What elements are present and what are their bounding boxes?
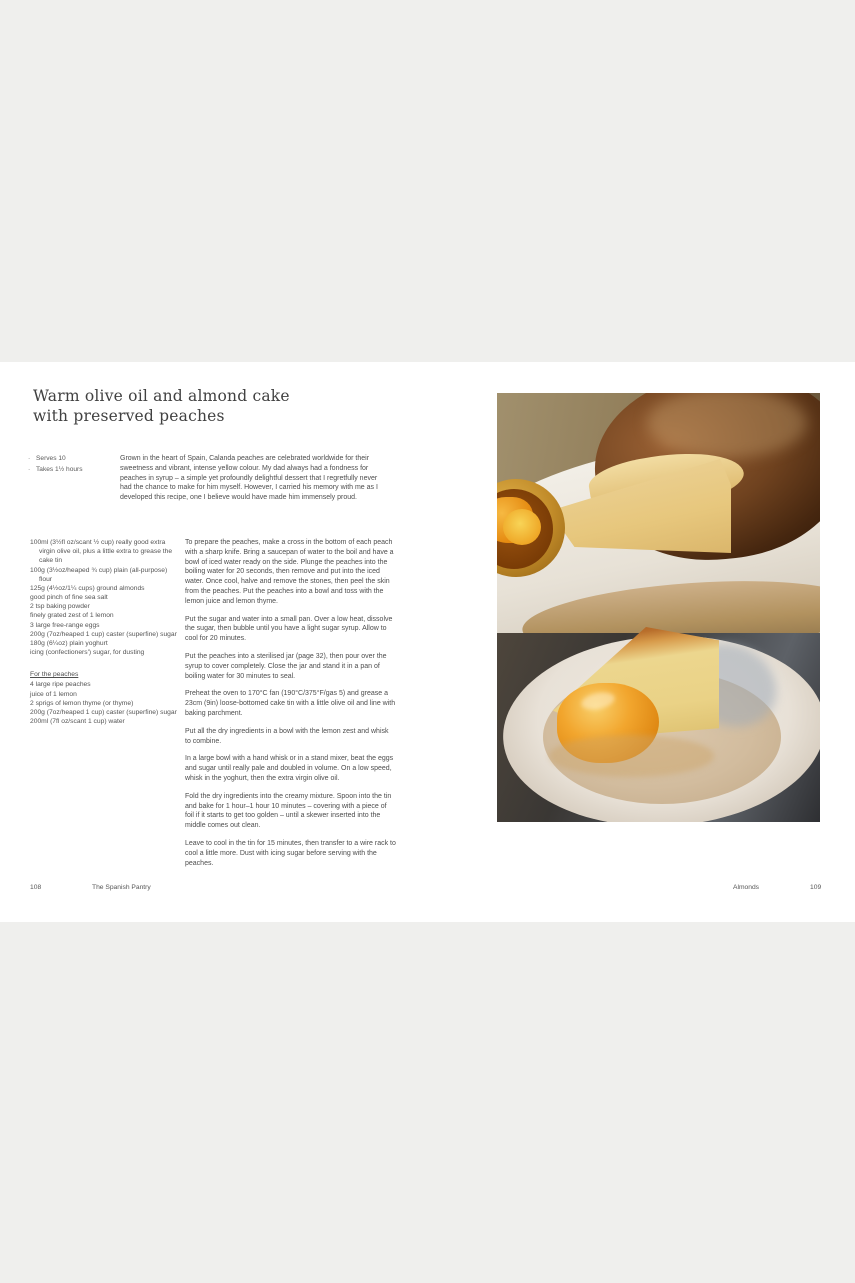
ingredient-item: icing (confectioners') sugar, for dusting — [30, 649, 145, 657]
ingredient-item: good pinch of fine sea salt — [30, 594, 108, 602]
ingredients-peaches-list — [30, 680, 182, 726]
recipe-meta-list — [28, 454, 83, 475]
ingredient-item: 200ml (7fl oz/scant 1 cup) water — [30, 718, 125, 726]
ingredient-item: 100ml (3½fl oz/scant ½ cup) really good extra virgin olive oil, plus a little extra to grease the cake tin — [30, 539, 173, 565]
food-photo — [497, 393, 820, 822]
ingredient-item: 200g (7oz/heaped 1 cup) caster (superfine) sugar — [30, 708, 177, 716]
ingredient-item: juice of 1 lemon — [30, 690, 77, 698]
recipe-title — [33, 386, 290, 427]
method-paragraph: Leave to cool in the tin for 15 minutes, then transfer to a wire rack to cool a little more. Dust with icing sugar before serving with the peaches. — [185, 839, 396, 867]
method-paragraph: Put the sugar and water into a small pan. Over a low heat, dissolve the sugar, then bubble until you have a light sugar syrup. Allow to cool for 20 minutes. — [185, 615, 393, 643]
method-paragraph: Preheat the oven to 170°C fan (190°C/375°F/gas 5) and grease a 23cm (9in) loose-bottomed cake tin with a little olive oil and line with baking parchment. — [185, 690, 396, 717]
method-paragraph: Put all the dry ingredients in a bowl with the lemon zest and whisk to combine. — [185, 727, 389, 745]
ingredient-item: 200g (7oz/heaped 1 cup) caster (superfine) sugar — [30, 630, 177, 638]
method-paragraph: In a large bowl with a hand whisk or in a stand mixer, beat the eggs and sugar until really pale and doubled in volume. On a low speed, whisk in the yoghurt, then the extra virgin olive oil. — [185, 755, 394, 782]
method-paragraph: Fold the dry ingredients into the creamy mixture. Spoon into the tin and bake for 1 hour–1 hour 10 minutes – covering with a piece of foil if it starts to get too golden – until a skewer inserted into the middle comes out clean. — [185, 792, 392, 830]
ingredient-item: 2 tsp baking powder — [30, 603, 90, 611]
recipe-intro: Grown in the heart of Spain, Calanda peaches are celebrated worldwide for their sweetness and vibrant, intense yellow colour. My dad always had a fondness for peaches in syrup – a simple yet profoundly delightful dessert that I regretfully never had the chance to make for him myself. However, I carried his memory with me as I developed this recipe, one I believe would have made him immensely proud. — [120, 455, 378, 502]
page-number-right: 109 — [810, 884, 822, 891]
peaches-subheading: For the peaches — [30, 671, 79, 679]
ingredient-item: 125g (4½oz/1¼ cups) ground almonds — [30, 584, 145, 592]
ingredient-item: 3 large free-range eggs — [30, 621, 100, 629]
recipe-meta-item: · Serves 10 — [28, 454, 83, 465]
ingredient-item: 100g (3½oz/heaped ¾ cup) plain (all-purpose) flour — [30, 566, 168, 583]
recipe-title-line1: Warm olive oil and almond cake — [33, 387, 290, 405]
ingredients-main-list — [30, 538, 182, 657]
book-spread — [0, 362, 855, 922]
ingredients-column — [30, 538, 182, 726]
ingredient-item: 2 sprigs of lemon thyme (or thyme) — [30, 699, 134, 707]
ingredient-item: 4 large ripe peaches — [30, 681, 91, 689]
method-paragraph: Put the peaches into a sterilised jar (page 32), then pour over the syrup to cover completely. Close the jar and stand it in a pan of boiling water for 30 minutes to seal. — [185, 652, 387, 680]
recipe-meta-item: · Takes 1½ hours — [28, 465, 83, 476]
running-head-right: Almonds — [733, 884, 760, 891]
method-paragraph: To prepare the peaches, make a cross in the bottom of each peach with a sharp knife. Bring a saucepan of water to the boil and have a bowl of iced water ready on the side. Plunge the peaches into the boiling water for 20 seconds, then remove and put into the iced water. Once cool, halve and remove the stones, then peel the skin from the peaches. Put the peaches into a bowl and toss with the lemon juice and lemon thyme. — [185, 539, 394, 605]
peach-slice-in-bowl — [503, 509, 541, 545]
ingredient-item: 180g (6¼oz) plain yoghurt — [30, 639, 108, 647]
method-column — [185, 538, 396, 876]
running-head-left: The Spanish Pantry — [92, 884, 151, 891]
syrup-pool — [549, 735, 714, 777]
recipe-title-line2: with preserved peaches — [33, 407, 225, 426]
ingredient-item: finely grated zest of 1 lemon — [30, 612, 114, 620]
page-number-left: 108 — [30, 884, 42, 891]
